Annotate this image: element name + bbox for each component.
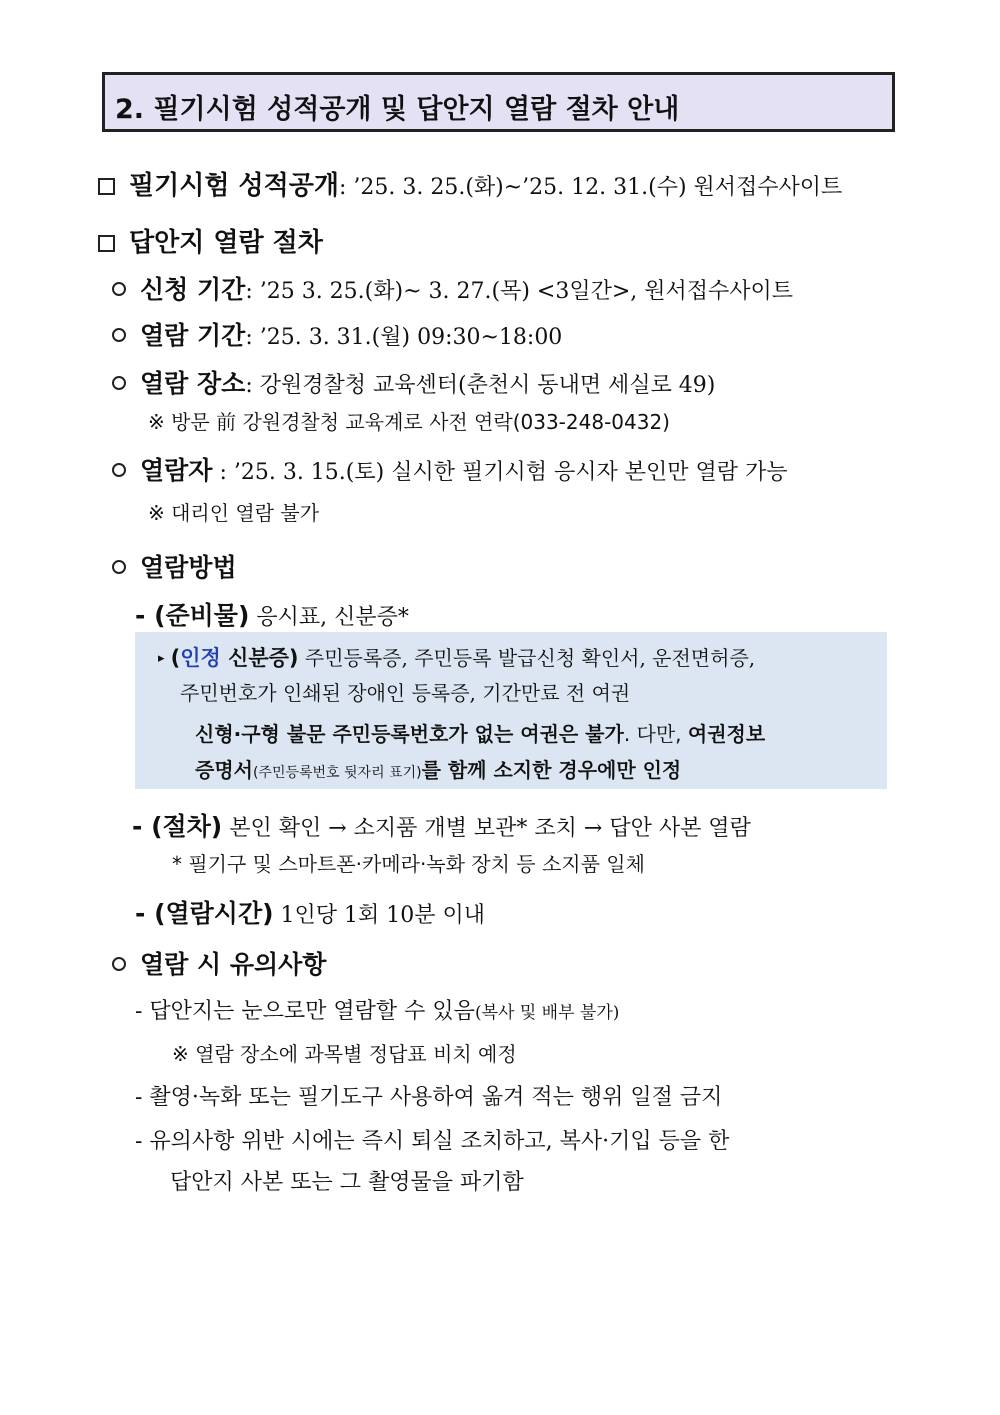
score-release-row	[98, 165, 842, 202]
caution-item-1-text: - 답안지는 눈으로만 열람할 수 있음	[135, 999, 475, 1024]
circle-bullet-icon	[112, 282, 126, 296]
procedure-row	[132, 807, 751, 843]
viewer-note: ※ 대리인 열람 불가	[148, 501, 320, 525]
id-box-line1-text: 주민등록증, 주민등록 발급신청 확인서, 운전면허증,	[298, 646, 756, 670]
answer-sheet-procedure-label: 답안지 열람 절차	[129, 228, 323, 258]
id-box-line4-small: (주민등록번호 뒷자리 표기)	[252, 765, 422, 781]
caution-item-2: - 촬영·녹화 또는 필기도구 사용하여 옮겨 적는 행위 일절 금지	[135, 1085, 723, 1110]
triangle-bullet-icon: ▸	[158, 651, 165, 666]
id-box-id-word: 신분증)	[220, 646, 299, 670]
id-box-line3-bold2: 여권정보	[687, 722, 766, 746]
view-period-text: : ’25. 3. 31.(월) 09:30~18:00	[245, 325, 563, 350]
view-period-label: 열람 기간	[140, 321, 246, 350]
caution-label: 열람 시 유의사항	[140, 950, 327, 979]
apply-period-text: : ’25 3. 25.(화)~ 3. 27.(목) <3일간>, 원서접수사이트	[245, 279, 794, 304]
circle-bullet-icon	[112, 957, 126, 971]
view-place-text: : 강원경찰청 교육센터(춘천시 동내면 세실로 49)	[245, 373, 716, 398]
prep-row	[135, 596, 409, 632]
caution-item-1-note: ※ 열람 장소에 과목별 정답표 비치 예정	[172, 1042, 517, 1066]
procedure-text: 본인 확인 → 소지품 개별 보관* 조치 → 답안 사본 열람	[222, 816, 751, 841]
apply-period-row	[112, 270, 793, 306]
view-place-row	[112, 364, 715, 400]
id-box-line4	[195, 754, 681, 783]
circle-bullet-icon	[112, 463, 126, 477]
id-box-line4-bold-a: 증명서	[195, 758, 253, 782]
circle-bullet-icon	[112, 376, 126, 390]
procedure-label: - (절차)	[132, 812, 223, 841]
view-place-label: 열람 장소	[140, 369, 246, 398]
caution-item-3-line2: 답안지 사본 또는 그 촬영물을 파기함	[170, 1170, 524, 1195]
viewer-row	[112, 451, 787, 487]
caution-item-3-line1: - 유의사항 위반 시에는 즉시 퇴실 조치하고, 복사·기입 등을 한	[135, 1129, 730, 1154]
id-box-line3-mid: . 다만,	[623, 722, 688, 746]
viewer-text: : ’25. 3. 15.(토) 실시한 필기시험 응시자 본인만 열람 가능	[212, 460, 788, 485]
section-title-box	[102, 72, 895, 132]
view-time-text: 1인당 1회 10분 이내	[273, 903, 486, 928]
score-release-text: : ’25. 3. 25.(화)~’25. 12. 31.(수) 원서접수사이트	[338, 175, 843, 200]
circle-bullet-icon	[112, 560, 126, 574]
id-box-line3-bold: 신형·구형 불문 주민등록번호가 없는 여권은 불가	[195, 722, 624, 746]
view-place-note: ※ 방문 前 강원경찰청 교육계로 사전 연락(033-248-0432)	[148, 410, 670, 434]
id-box-recognized-word: 인정	[180, 646, 221, 670]
caution-row	[112, 945, 326, 981]
caution-item-1-small: (복사 및 배부 불가)	[474, 1003, 620, 1023]
prep-label: - (준비물)	[135, 601, 250, 630]
viewer-label: 열람자	[140, 456, 213, 485]
section-title: 2. 필기시험 성적공개 및 답안지 열람 절차 안내	[115, 94, 680, 125]
view-time-row	[135, 894, 485, 930]
prep-text: 응시표, 신분증*	[249, 605, 409, 630]
circle-bullet-icon	[112, 328, 126, 342]
procedure-note: * 필기구 및 스마트폰·카메라·녹화 장치 등 소지품 일체	[172, 852, 645, 876]
id-box-line1	[158, 642, 755, 672]
id-box-paren-open: (	[170, 646, 181, 670]
view-method-row	[112, 548, 237, 584]
answer-sheet-procedure-row	[98, 222, 323, 259]
checkbox-square-icon	[98, 235, 115, 252]
id-box-line2: 주민번호가 인쇄된 장애인 등록증, 기간만료 전 여권	[180, 681, 631, 705]
checkbox-square-icon	[98, 178, 115, 195]
id-box-line4-bold-b: 를 함께 소지한 경우에만 인정	[421, 758, 682, 782]
id-box-line3	[195, 718, 765, 747]
view-period-row	[112, 316, 562, 352]
score-release-label: 필기시험 성적공개	[129, 171, 339, 201]
view-method-label: 열람방법	[140, 553, 237, 582]
caution-item-1	[135, 994, 619, 1025]
apply-period-label: 신청 기간	[140, 275, 246, 304]
view-time-label: - (열람시간)	[135, 899, 274, 928]
